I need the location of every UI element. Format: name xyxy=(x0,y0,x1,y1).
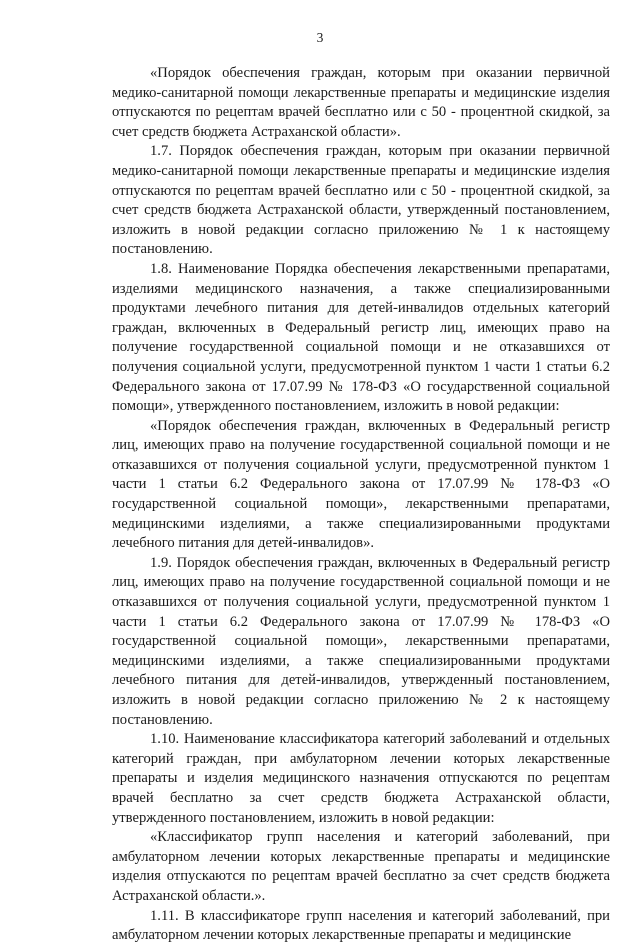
page-number: 3 xyxy=(316,30,324,45)
paragraph-1-9: 1.9. Порядок обеспечения граждан, включенных в Федеральный регистр лиц, имеющих право на получение государственной социальной помощи и не отказавшихся от получения социальной услуги, предусмотренной пунктом 1 части 1 статьи 6.2 Федерального закона от 17.07.99 № 178-ФЗ «О государственной социальной помощи», лекарственными препаратами, медицинскими изделиями, а также специализированными продуктами лечебного питания для детей-инвалидов, утвержденный постановлением, изложить в новой редакции согласно приложению № 2 к настоящему постановлению. xyxy=(112,554,610,728)
paragraph-1-10: 1.10. Наименование классификатора категорий заболеваний и отдельных категорий граждан, при амбулаторном лечении которых лекарственные препараты и изделия медицинского назначения отпускаются по рецептам врачей бесплатно за счет средств бюджета Астраханской области, утвержденного постановлением, изложить в новой редакции: xyxy=(112,731,610,826)
paragraph-1-7: 1.7. Порядок обеспечения граждан, которым при оказании первичной медико-санитарной помощи лекарственные препараты и медицинские изделия отпускаются по рецептам врачей бесплатно или с 50 - процентной скидкой, за счет средств бюджета Астраханской области, утвержденный постановлением, изложить в новой редакции согласно приложению № 1 к настоящему постановлению. xyxy=(112,143,610,258)
paragraph-quote-order-title: «Порядок обеспечения граждан, которым при оказании первичной медико-санитарной помощи лекарственные препараты и медицинские изделия отпускаются по рецептам врачей бесплатно или с 50 - процентной скидкой, за счет средств бюджета Астраханской области». xyxy=(112,65,610,140)
paragraph-quote-order-federal-register: «Порядок обеспечения граждан, включенных в Федеральный регистр лиц, имеющих право на получение государственной социальной помощи и не отказавшихся от получения социальной услуги, предусмотренной пунктом 1 части 1 статьи 6.2 Федерального закона от 17.07.99 № 178-ФЗ «О государственной социальной помощи», лекарственными препаратами, медицинскими изделиями, а также специализированными продуктами лечебного питания для детей-инвалидов». xyxy=(112,417,610,552)
paragraph-1-8: 1.8. Наименование Порядка обеспечения лекарственными препаратами, изделиями медицинского назначения, а также специализированными продуктами лечебного питания для детей-инвалидов отдельных категорий граждан, включенных в Федеральный регистр лиц, имеющих право на получение государственной социальной помощи и не отказавшихся от получения социальной услуги, предусмотренной пунктом 1 части 1 статьи 6.2 Федерального закона от 17.07.99 № 178-ФЗ «О государственной социальной помощи», утвержденного постановлением, изложить в новой редакции: xyxy=(112,260,610,415)
paragraph-1-11: 1.11. В классификаторе групп населения и категорий заболеваний, при амбулаторном лечении которых лекарственные препараты и медицинские xyxy=(112,907,610,944)
paragraph-quote-classifier-title: «Классификатор групп населения и категорий заболеваний, при амбулаторном лечении которых лекарственные препараты и медицинские изделия отпускаются по рецептам врачей бесплатно за счет средств бюджета Астраханской области.». xyxy=(112,829,610,904)
